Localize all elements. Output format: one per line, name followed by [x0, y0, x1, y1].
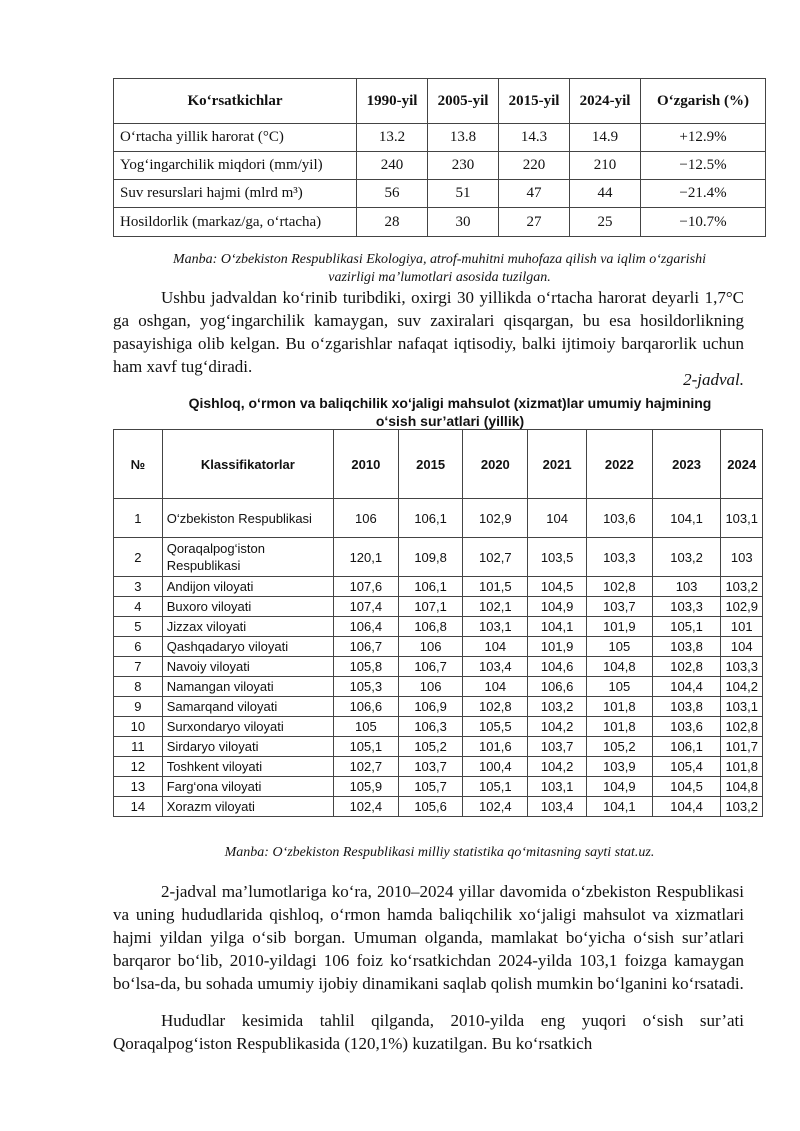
table-cell: 102,8 — [586, 577, 652, 597]
table-cell: 103,3 — [721, 657, 763, 677]
table-cell: 102,4 — [333, 797, 398, 817]
table-cell: 102,8 — [652, 657, 721, 677]
table-cell: 103,6 — [586, 499, 652, 538]
table-cell: −10.7% — [641, 208, 766, 237]
column-header: 2015-yil — [499, 79, 570, 124]
table-cell: 104,8 — [721, 777, 763, 797]
table-row — [114, 617, 763, 637]
table-row — [114, 737, 763, 757]
table-cell: 104,6 — [528, 657, 587, 677]
table-cell: Samarqand viloyati — [162, 697, 333, 717]
table-cell: 105,4 — [652, 757, 721, 777]
table-cell: 105,3 — [333, 677, 398, 697]
table-cell: 104,2 — [528, 757, 587, 777]
table-cell: 11 — [114, 737, 163, 757]
table-cell: 13 — [114, 777, 163, 797]
paragraph-3: Hududlar kesimida tahlil qilganda, 2010-yilda eng yuqori o‘sish sur’ati Qoraqalpog‘iston Respublikasida (120,1%) kuzatilgan. Bu ko‘rsatkich — [113, 1011, 744, 1053]
table-cell: 103,8 — [652, 697, 721, 717]
column-header: 1990-yil — [357, 79, 428, 124]
table-cell: 101,7 — [721, 737, 763, 757]
column-header: 2020 — [463, 430, 528, 499]
table-cell: 13.8 — [428, 124, 499, 152]
table-cell: 106,8 — [398, 617, 463, 637]
table-row — [114, 499, 763, 538]
table-cell: 104,5 — [652, 777, 721, 797]
table-cell: 106,1 — [398, 499, 463, 538]
table-cell: 103,4 — [528, 797, 587, 817]
table-cell: 105,9 — [333, 777, 398, 797]
table-cell: 102,9 — [721, 597, 763, 617]
table-cell: 106 — [398, 677, 463, 697]
table-cell: 102,1 — [463, 597, 528, 617]
table-cell: 14.9 — [570, 124, 641, 152]
table-cell: 102,7 — [463, 538, 528, 577]
column-header: 2015 — [398, 430, 463, 499]
table-cell: 1 — [114, 499, 163, 538]
column-header: 2024 — [721, 430, 763, 499]
table-cell: 30 — [428, 208, 499, 237]
column-header: 2010 — [333, 430, 398, 499]
table-cell: Navoiy viloyati — [162, 657, 333, 677]
table-cell: 103,1 — [721, 697, 763, 717]
table-cell: 230 — [428, 152, 499, 180]
table-cell: 105,1 — [652, 617, 721, 637]
table-cell: 106,6 — [333, 697, 398, 717]
table-cell: 103 — [652, 577, 721, 597]
table-cell: 105,8 — [333, 657, 398, 677]
table-row — [114, 757, 763, 777]
table-cell: 56 — [357, 180, 428, 208]
table-cell: 5 — [114, 617, 163, 637]
column-header: Klassifikatorlar — [162, 430, 333, 499]
table-cell: 106 — [398, 637, 463, 657]
table-cell: 44 — [570, 180, 641, 208]
table-header-row — [114, 79, 766, 124]
table-cell: 12 — [114, 757, 163, 777]
table-cell: Yog‘ingarchilik miqdori (mm/yil) — [114, 152, 357, 180]
table-cell: 107,4 — [333, 597, 398, 617]
table-cell: 104,1 — [652, 499, 721, 538]
table-cell: 104,4 — [652, 797, 721, 817]
table-cell: 104 — [463, 637, 528, 657]
table-cell: 102,8 — [463, 697, 528, 717]
table-cell: 105,1 — [333, 737, 398, 757]
table-row — [114, 637, 763, 657]
table-cell: 104,2 — [721, 677, 763, 697]
table-cell: 104,2 — [528, 717, 587, 737]
table-cell: 13.2 — [357, 124, 428, 152]
column-header: O‘zgarish (%) — [641, 79, 766, 124]
table-cell: 106,4 — [333, 617, 398, 637]
table-cell: 105,5 — [463, 717, 528, 737]
table-cell: O‘zbekiston Respublikasi — [162, 499, 333, 538]
table-cell: 14 — [114, 797, 163, 817]
table-cell: −12.5% — [641, 152, 766, 180]
table-cell: 103,1 — [528, 777, 587, 797]
table-cell: Surxondaryo viloyati — [162, 717, 333, 737]
table-cell: Qoraqalpog‘iston Respublikasi — [162, 538, 333, 577]
table-cell: Toshkent viloyati — [162, 757, 333, 777]
table-row — [114, 152, 766, 180]
table-cell: 3 — [114, 577, 163, 597]
table-cell: 103,7 — [586, 597, 652, 617]
title-line: o‘sish sur’atlari (yillik) — [375, 413, 525, 429]
table-cell: 109,8 — [398, 538, 463, 577]
table-cell: 107,1 — [398, 597, 463, 617]
column-header: 2021 — [528, 430, 587, 499]
table-cell: 105,2 — [586, 737, 652, 757]
table-cell: 103,7 — [398, 757, 463, 777]
table1-source — [113, 251, 766, 287]
table-cell: Hosildorlik (markaz/ga, o‘rtacha) — [114, 208, 357, 237]
table-cell: 104,1 — [528, 617, 587, 637]
table-cell: 104,1 — [586, 797, 652, 817]
source-line: Manba: O‘zbekiston Respublikasi Ekologiya, atrof-muhitni muhofaza qilish va iqlim o‘zgarishi — [173, 252, 706, 267]
table-cell: Suv resurslari hajmi (mlrd m³) — [114, 180, 357, 208]
table-cell: 103,8 — [652, 637, 721, 657]
column-header: 2005-yil — [428, 79, 499, 124]
table-cell: 103,6 — [652, 717, 721, 737]
table-cell: 102,9 — [463, 499, 528, 538]
table-cell: 101,8 — [721, 757, 763, 777]
table-cell: 47 — [499, 180, 570, 208]
table-cell: 106,1 — [398, 577, 463, 597]
table-cell: 2 — [114, 538, 163, 577]
table-row — [114, 180, 766, 208]
table-cell: 104 — [721, 637, 763, 657]
paragraph-2: 2-jadval ma’lumotlariga ko‘ra, 2010–2024 yillar davomida o‘zbekiston Respublikasi va uning hududlarida qishloq, o‘rmon hamda baliqchilik xo‘jaligi mahsulot va xizmatlari hajmi yildan yilga o‘sib borgan. Umuman olganda, mamlakat bo‘yicha o‘sish sur’atlari barqaror bo‘lib, 2010-yildagi 106 foiz ko‘rsatkichdan 2024-yilda 103,1 foizga kamaygan bo‘lsa-da, bu sohada umumiy ijobiy dinamikani saqlab qolish mumkin bo‘lganini ko‘rsatadi. — [113, 882, 744, 993]
table-cell: 104 — [528, 499, 587, 538]
table-cell: 101 — [721, 617, 763, 637]
table-cell: 25 — [570, 208, 641, 237]
table-cell: 106,3 — [398, 717, 463, 737]
table-cell: 103,2 — [652, 538, 721, 577]
table-cell: 103,1 — [463, 617, 528, 637]
table-row — [114, 597, 763, 617]
table-row — [114, 657, 763, 677]
table-cell: 101,6 — [463, 737, 528, 757]
table-cell: 51 — [428, 180, 499, 208]
table-cell: 28 — [357, 208, 428, 237]
table-cell: 102,8 — [721, 717, 763, 737]
table2-title — [150, 394, 750, 430]
table-cell: 104,4 — [652, 677, 721, 697]
table2-label: 2-jadval. — [683, 370, 744, 389]
table-cell: 105,7 — [398, 777, 463, 797]
table-cell: Jizzax viloyati — [162, 617, 333, 637]
source-line: vazirligi ma’lumotlari asosida tuzilgan. — [328, 270, 551, 285]
table-cell: 101,8 — [586, 717, 652, 737]
table-cell: 107,6 — [333, 577, 398, 597]
table-cell: 104,9 — [528, 597, 587, 617]
table-cell: 105 — [333, 717, 398, 737]
table-cell: 103,2 — [721, 577, 763, 597]
table-cell: 6 — [114, 637, 163, 657]
table-cell: Qashqadaryo viloyati — [162, 637, 333, 657]
table-cell: 106,7 — [333, 637, 398, 657]
table-cell: 106,1 — [652, 737, 721, 757]
table-cell: 103,2 — [721, 797, 763, 817]
table-cell: 105 — [586, 637, 652, 657]
table-cell: 103,7 — [528, 737, 587, 757]
table-row — [114, 717, 763, 737]
table-cell: 7 — [114, 657, 163, 677]
table-cell: 104,9 — [586, 777, 652, 797]
table-cell: 102,4 — [463, 797, 528, 817]
table-cell: 9 — [114, 697, 163, 717]
table-cell: Farg‘ona viloyati — [162, 777, 333, 797]
growth-rates-table — [113, 429, 763, 817]
table-cell: 101,9 — [528, 637, 587, 657]
column-header: 2023 — [652, 430, 721, 499]
table-cell: 103,9 — [586, 757, 652, 777]
column-header: 2024-yil — [570, 79, 641, 124]
table-cell: 105,6 — [398, 797, 463, 817]
table-row — [114, 208, 766, 237]
table-row — [114, 697, 763, 717]
table-row — [114, 538, 763, 577]
table-cell: 8 — [114, 677, 163, 697]
table-cell: 101,5 — [463, 577, 528, 597]
table-cell: 240 — [357, 152, 428, 180]
table-cell: 102,7 — [333, 757, 398, 777]
table-cell: 103,4 — [463, 657, 528, 677]
table-cell: Buxoro viloyati — [162, 597, 333, 617]
table-cell: 106,6 — [528, 677, 587, 697]
table-cell: 103,3 — [652, 597, 721, 617]
table-cell: 100,4 — [463, 757, 528, 777]
table-cell: 10 — [114, 717, 163, 737]
table-cell: 105,1 — [463, 777, 528, 797]
table-cell: 105,2 — [398, 737, 463, 757]
table-cell: +12.9% — [641, 124, 766, 152]
column-header: 2022 — [586, 430, 652, 499]
column-header: № — [114, 430, 163, 499]
table-cell: 103,2 — [528, 697, 587, 717]
table-cell: O‘rtacha yillik harorat (°C) — [114, 124, 357, 152]
table-cell: 101,9 — [586, 617, 652, 637]
table-cell: 210 — [570, 152, 641, 180]
table-row — [114, 577, 763, 597]
table-row — [114, 124, 766, 152]
climate-indicators-table — [113, 78, 766, 237]
title-line: Qishloq, o‘rmon va baliqchilik xo‘jaligi mahsulot (xizmat)lar umumiy hajmining — [188, 395, 712, 411]
table-cell: 104,8 — [586, 657, 652, 677]
table-cell: 106 — [333, 499, 398, 538]
table-row — [114, 777, 763, 797]
table-cell: 103,3 — [586, 538, 652, 577]
table-cell: 104,5 — [528, 577, 587, 597]
table-cell: −21.4% — [641, 180, 766, 208]
table-cell: Namangan viloyati — [162, 677, 333, 697]
table-cell: 103,1 — [721, 499, 763, 538]
table-row — [114, 797, 763, 817]
table-cell: 14.3 — [499, 124, 570, 152]
table2-source: Manba: O‘zbekiston Respublikasi milliy statistika qo‘mitasning sayti stat.uz. — [224, 845, 655, 860]
table-cell: 106,9 — [398, 697, 463, 717]
table-cell: Sirdaryo viloyati — [162, 737, 333, 757]
paragraph-1: Ushbu jadvaldan ko‘rinib turibdiki, oxirgi 30 yillikda o‘rtacha harorat deyarli 1,7°C ga oshgan, yog‘ingarchilik kamaygan, suv zaxiralari qisqargan, bu esa hosildorlikning pasayishiga olib kelgan. Bu o‘zgarishlar nafaqat iqtisodiy, balki ijtimoiy barqarorlik uchun ham xavf tug‘diradi. — [113, 288, 744, 376]
table-cell: Xorazm viloyati — [162, 797, 333, 817]
table-cell: 27 — [499, 208, 570, 237]
column-header: Ko‘rsatkichlar — [114, 79, 357, 124]
table-cell: 106,7 — [398, 657, 463, 677]
table-cell: 104 — [463, 677, 528, 697]
table-row — [114, 677, 763, 697]
table-header-row — [114, 430, 763, 499]
table-cell: 220 — [499, 152, 570, 180]
table-cell: 120,1 — [333, 538, 398, 577]
table-cell: 4 — [114, 597, 163, 617]
table-cell: 103,5 — [528, 538, 587, 577]
table-cell: Andijon viloyati — [162, 577, 333, 597]
table-cell: 103 — [721, 538, 763, 577]
table-cell: 101,8 — [586, 697, 652, 717]
table-cell: 105 — [586, 677, 652, 697]
